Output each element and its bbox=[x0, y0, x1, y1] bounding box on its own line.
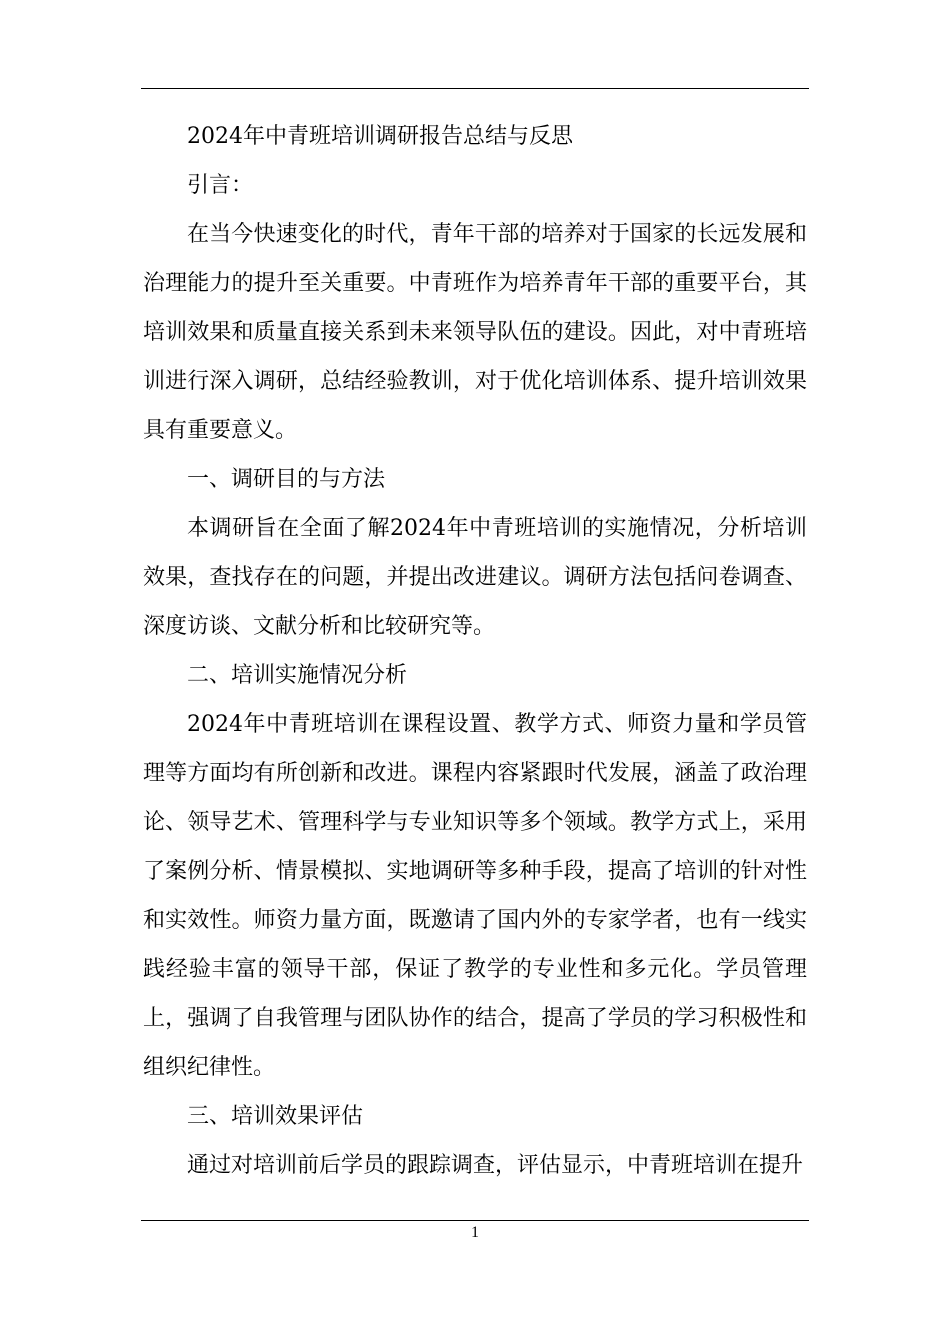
document-title: 2024年中青班培训调研报告总结与反思 bbox=[187, 124, 573, 149]
section-heading-1: 一、调研目的与方法 bbox=[187, 467, 386, 492]
page-number: 1 bbox=[471, 1224, 479, 1241]
intro-heading: 引言： bbox=[187, 173, 254, 198]
intro-paragraph: 在当今快速变化的时代，青年干部的培养对于国家的长远发展和治理能力的提升至关重要。中青班作为培养青年干部的重要平台，其培训效果和质量直接关系到未来领导队伍的建设。因此，对中青班培训进行深入调研，总结经验教训，对于优化培训体系、提升培训效果具有重要意义。 bbox=[143, 222, 807, 443]
section-paragraph-2: 2024年中青班培训在课程设置、教学方式、师资力量和学员管理等方面均有所创新和改进。课程内容紧跟时代发展，涵盖了政治理论、领导艺术、管理科学与专业知识等多个领域。教学方式上，采用了案例分析、情景模拟、实地调研等多种手段，提高了培训的针对性和实效性。师资力量方面，既邀请了国内外的专家学者，也有一线实践经验丰富的领导干部，保证了教学的专业性和多元化。学员管理上，强调了自我管理与团队协作的结合，提高了学员的学习积极性和组织纪律性。 bbox=[143, 712, 807, 1080]
section-paragraph-1: 本调研旨在全面了解2024年中青班培训的实施情况，分析培训效果，查找存在的问题，并提出改进建议。调研方法包括问卷调查、深度访谈、文献分析和比较研究等。 bbox=[143, 516, 807, 639]
footer-rule bbox=[141, 1220, 809, 1221]
header-rule bbox=[141, 88, 809, 89]
section-heading-3: 三、培训效果评估 bbox=[187, 1104, 364, 1129]
document-body bbox=[143, 112, 807, 1190]
section-paragraph-3: 通过对培训前后学员的跟踪调查，评估显示，中青班培训在提升 bbox=[187, 1153, 804, 1178]
section-heading-2: 二、培训实施情况分析 bbox=[187, 663, 408, 688]
